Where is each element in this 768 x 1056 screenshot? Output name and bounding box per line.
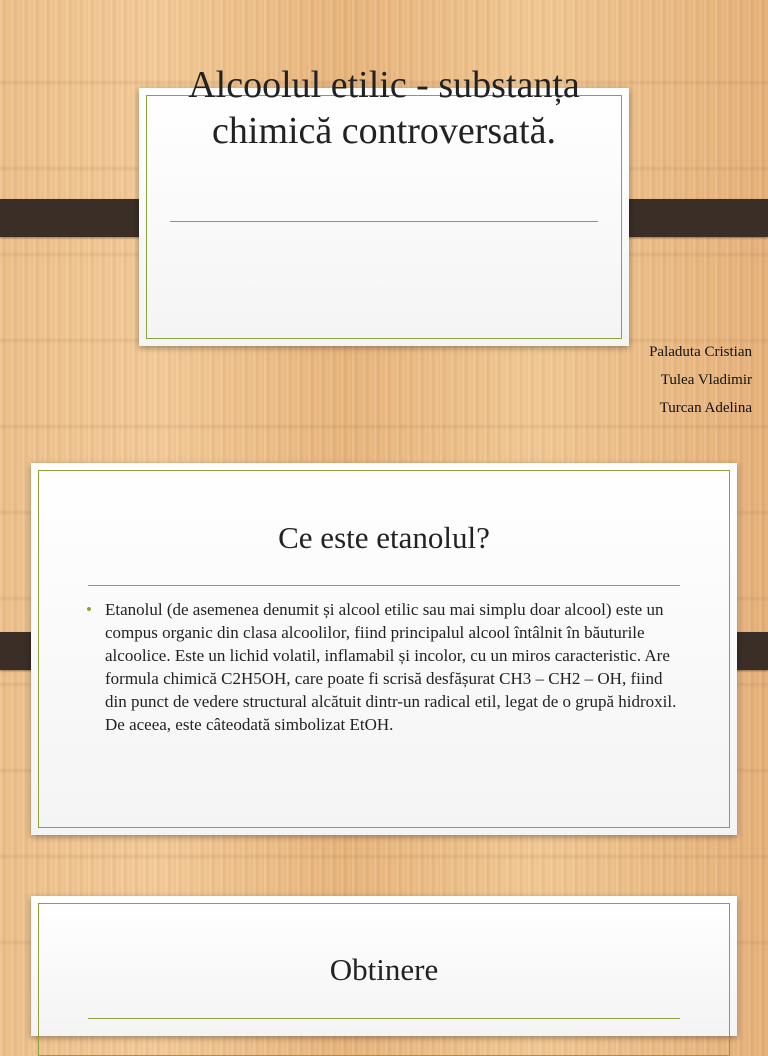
decorative-band-right <box>613 199 768 237</box>
presentation-title: Alcoolul etilic - substanța chimică controversată. <box>188 64 580 152</box>
section-title: Ce este etanolul? <box>278 520 490 555</box>
author-name: Paladuta Cristian <box>649 344 752 360</box>
paragraph-text: Etanolul (de asemenea denumit și alcool etilic sau mai simplu doar alcool) este un compus organic din clasa alcoolilor, fiind principalul alcool întâlnit în băuturile alcoolice. Este un lichid volatil, inflamabil și incolor, cu un miros caracteristic. Are formula chimică C2H5OH, care poate fi scrisă desfășurat CH3 – CH2 – OH, fiind din punct de vedere structural alcătuit dintr-un radical etil, legat de o grupă hidroxil. De aceea, este câteodată simbolizat EtOH. <box>105 600 677 734</box>
bullet-icon: • <box>86 600 92 619</box>
list-item <box>86 598 686 736</box>
section-divider <box>88 585 680 586</box>
author-name: Tulea Vladimir <box>660 372 752 388</box>
section-title: Obtinere <box>329 952 439 987</box>
bullet-list <box>86 598 686 736</box>
author-list <box>649 338 752 422</box>
title-divider <box>170 221 598 222</box>
author-name: Turcan Adelina <box>659 400 752 416</box>
decorative-band-left <box>0 199 155 237</box>
section-divider <box>88 1018 680 1019</box>
